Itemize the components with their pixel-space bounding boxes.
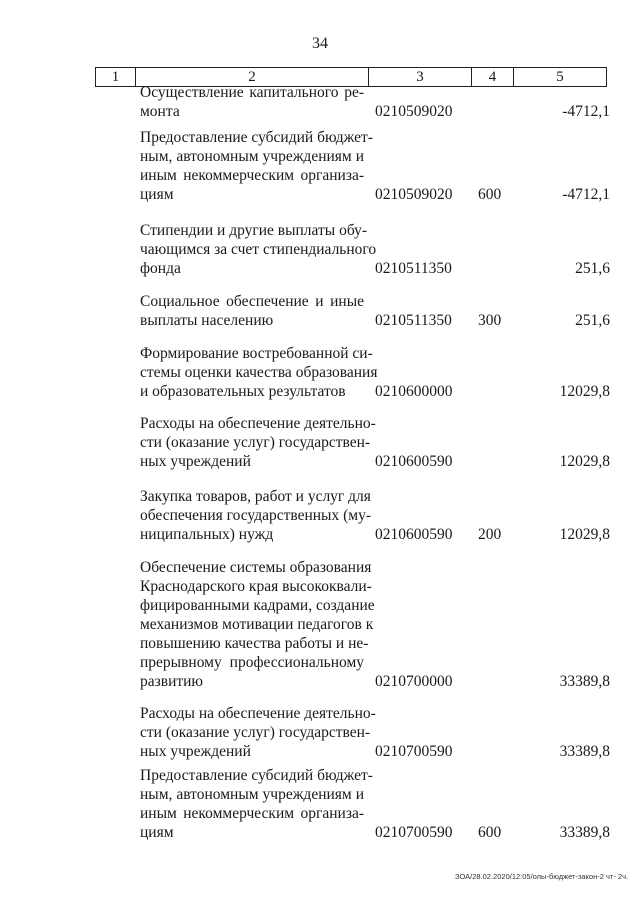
- description-line: Предоставление субсидий бюджет-: [140, 767, 373, 784]
- description-line: выплаты населению: [140, 312, 274, 329]
- row-code: 0210509020: [375, 103, 453, 120]
- page-number: 34: [312, 35, 328, 52]
- row-amount: 33389,8: [559, 743, 610, 760]
- description-line: и образовательных результатов: [140, 383, 346, 400]
- description-line: повышению качества работы и не-: [140, 635, 369, 652]
- description-line: Краснодарского края высококвали-: [140, 578, 372, 595]
- description-line: обеспечения государственных (му-: [140, 507, 371, 524]
- row-amount: 12029,8: [559, 526, 610, 543]
- row-code: 0210700000: [375, 673, 453, 690]
- header-col-2: 2: [136, 68, 369, 86]
- description-line: стемы оценки качества образования: [140, 364, 378, 381]
- header-col-5: 5: [556, 69, 564, 85]
- description-line: ным, автономным учреждениям и: [140, 148, 364, 165]
- description-line: Социальное обеспечение и иные: [140, 293, 364, 310]
- row-code: 0210509020: [375, 186, 453, 203]
- description-line: циям: [140, 824, 174, 841]
- description-line: чающимся за счет стипендиального: [140, 241, 377, 258]
- row-code: 0210600000: [375, 383, 453, 400]
- header-col-1: 1: [96, 68, 136, 86]
- row-expense-type: 200: [478, 526, 502, 543]
- description-line: Осуществление капитального ре-: [140, 84, 364, 101]
- row-code: 0210511350: [375, 312, 452, 329]
- description-line: ниципальных) нужд: [140, 526, 274, 543]
- description-line: Закупка товаров, работ и услуг для: [140, 488, 371, 505]
- footer-stamp: ЗОА/28.02.2020/12:05/олы-бюджет-закон-2 чт- 2ч.: [455, 872, 629, 881]
- row-code: 0210700590: [375, 743, 453, 760]
- row-expense-type: 600: [478, 824, 502, 841]
- description-line: Расходы на обеспечение деятельно-: [140, 705, 376, 722]
- description-line: ным, автономным учреждениям и: [140, 786, 364, 803]
- description-line: механизмов мотивации педагогов к: [140, 616, 374, 633]
- description-line: фицированными кадрами, создание: [140, 597, 375, 614]
- description-line: иным некоммерческим организа-: [140, 805, 364, 822]
- description-line: циям: [140, 186, 174, 203]
- description-line: ных учреждений: [140, 743, 251, 760]
- description-line: монта: [140, 103, 180, 120]
- row-amount: 251,6: [575, 260, 610, 277]
- row-amount: 12029,8: [559, 453, 610, 470]
- description-line: ных учреждений: [140, 453, 251, 470]
- row-description: [140, 766, 373, 842]
- description-line: Обеспечение системы образования: [140, 559, 372, 576]
- header-col-4: 4: [472, 68, 514, 86]
- description-line: иным некоммерческим организа-: [140, 167, 364, 184]
- description-line: Предоставление субсидий бюджет-: [140, 129, 373, 146]
- row-amount: 33389,8: [559, 673, 610, 690]
- row-amount: 33389,8: [559, 824, 610, 841]
- row-code: 0210600590: [375, 453, 453, 470]
- header-col-3: 3: [369, 68, 472, 86]
- row-amount: -4712,1: [562, 103, 610, 120]
- row-amount: 12029,8: [559, 383, 610, 400]
- row-amount: 251,6: [575, 312, 610, 329]
- row-expense-type: 600: [478, 186, 502, 203]
- description-line: Расходы на обеспечение деятельно-: [140, 415, 376, 432]
- row-code: 0210700590: [375, 824, 453, 841]
- description-line: фонда: [140, 260, 181, 277]
- description-line: прерывному профессиональному: [140, 654, 364, 671]
- description-line: Формирование востребованной си-: [140, 345, 373, 362]
- description-line: Стипендии и другие выплаты обу-: [140, 222, 368, 239]
- row-code: 0210511350: [375, 260, 452, 277]
- row-expense-type: 300: [478, 312, 502, 329]
- description-line: сти (оказание услуг) государствен-: [140, 434, 371, 451]
- row-code: 0210600590: [375, 526, 453, 543]
- description-line: развитию: [140, 673, 204, 690]
- row-amount: -4712,1: [562, 186, 610, 203]
- description-line: сти (оказание услуг) государствен-: [140, 724, 371, 741]
